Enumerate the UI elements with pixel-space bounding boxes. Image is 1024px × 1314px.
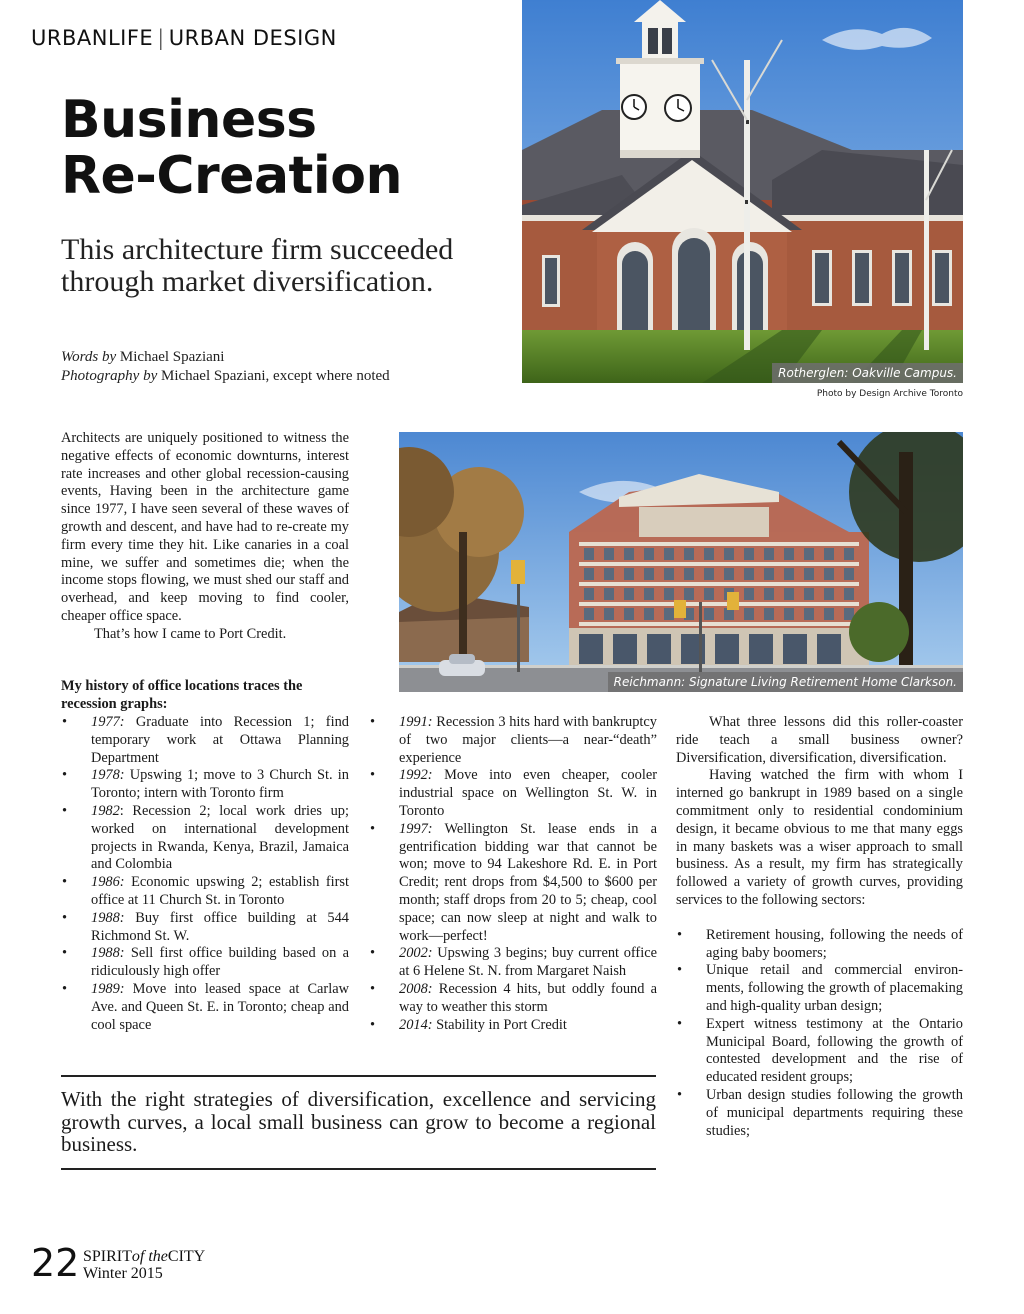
section-tag: [31, 26, 337, 50]
article-title: [61, 92, 501, 204]
pullquote-top-rule: [61, 1075, 656, 1077]
list-item: • Expert witness testimony at the Ontario Municipal Board, following the growth of contested development and the rise of educated resident groups;: [676, 1016, 963, 1087]
section-name: URBANLIFE: [31, 26, 154, 50]
lessons-paragraph-1: What three lessons did this roller-coaster ride teach a small business owner? Diversification, diversification, diversification.: [676, 714, 963, 766]
title-line-2: Re-Creation: [61, 146, 402, 206]
pullquote-bottom-rule: [61, 1168, 656, 1170]
lessons-column: [676, 714, 963, 1140]
article-deck: This architecture firm succeeded through market diversification.: [61, 233, 454, 298]
photo-credit: Photo by Design Archive Toronto: [816, 389, 963, 399]
photo-name: Michael Spaziani, except where noted: [160, 368, 390, 384]
intro-paragraph-1: Architects are uniquely positioned to witness the negative effects of economic downturns, interest rate increases and other global recession-causing events, Having been in the architecture game since 1977, I have seen several of these waves of growth and descent, and have had to re-create my firm every time they hit. Like canaries in a coal mine, we suffer and sometimes die; when the income stops flowing, we must shed our staff and overhead, and keep moving to find cooler, cheaper office space.: [61, 430, 349, 624]
list-item: • 2014: Stability in Port Credit: [369, 1017, 657, 1035]
intro-paragraph-2: That’s how I came to Port Credit.: [94, 625, 287, 642]
page-number: 22: [31, 1241, 80, 1285]
photo-label: Photography by: [61, 368, 158, 384]
list-item: • 1988: Buy first office building at 544 Richmond St. W.: [61, 910, 349, 946]
history-list-part-2: [369, 714, 657, 1034]
title-line-1: Business: [61, 90, 317, 150]
section-separator: |: [157, 26, 165, 50]
list-item: • Urban design studies following the growth of municipal departments requiring these studies;: [676, 1087, 963, 1140]
issue-date: Winter 2015: [83, 1265, 163, 1282]
photo-caption: Rotherglen: Oakville Campus.: [772, 363, 963, 383]
photography-credit: [61, 367, 501, 386]
list-item: • 1991: Recession 3 hits hard with bankruptcy of two major clients—a near-“death” experience: [369, 714, 657, 767]
words-credit: [61, 348, 501, 367]
retirement-home-illustration: [399, 432, 963, 692]
history-heading: My history of office locations traces the recession graphs:: [61, 678, 303, 712]
list-item: • Retirement housing, following the needs of aging baby boomers;: [676, 927, 963, 963]
list-item: • 2008: Recession 4 hits, but oddly found a way to weather this storm: [369, 981, 657, 1017]
list-item: • 1978: Upswing 1; move to 3 Church St. in Toronto; intern with Toronto firm: [61, 767, 349, 803]
lessons-paragraph-2: Having watched the firm with whom I interned go bankrupt in 1989 based on a single commitment only to residential condominium design, it became obvious to me that many eggs in many baskets was a wiser approach to small business. As a result, my firm has strategically followed a variety of growth curves, providing services to the following sectors:: [676, 767, 963, 908]
words-name: Michael Spaziani: [119, 349, 225, 365]
photo-caption: Reichmann: Signature Living Retirement Home Clarkson.: [608, 672, 963, 692]
list-item: • 1992: Move into even cheaper, cooler industrial space on Wellington St. W. in Toronto: [369, 767, 657, 820]
sectors-list: [676, 927, 963, 1141]
words-label: Words by: [61, 349, 117, 365]
list-item: • 1989: Move into leased space at Carlaw Ave. and Queen St. E. in Toronto; cheap and cool space: [61, 981, 349, 1034]
subsection-name: URBAN DESIGN: [168, 26, 337, 50]
list-item: • 2002: Upswing 3 begins; buy current office at 6 Helene St. N. from Margaret Naish: [369, 945, 657, 981]
photo-retirement-home: [399, 432, 963, 692]
list-item: • 1982: Recession 2; local work dries up; worked on international development projects in Rwanda, Kenya, Brazil, Jamaica and Colombia: [61, 803, 349, 874]
byline: [61, 348, 501, 386]
pullquote: With the right strategies of diversification, excellence and servicing growth curves, a local small business can grow to become a regional business.: [61, 1087, 656, 1156]
list-item: • 1988: Sell first office building based on a ridiculously high offer: [61, 945, 349, 981]
clock-tower-illustration: [522, 0, 963, 383]
magazine-title: SPIRITof theCITY: [83, 1248, 206, 1265]
list-item: • 1986: Economic upswing 2; establish first office at 11 Church St. in Toronto: [61, 874, 349, 910]
intro-text: [61, 430, 349, 644]
list-item: • 1977: Graduate into Recession 1; find temporary work at Ottawa Planning Department: [61, 714, 349, 767]
list-item: • Unique retail and commercial environ-ments, following the growth of placemaking and high-quality urban design;: [676, 962, 963, 1015]
photo-oakville-campus: [522, 0, 963, 383]
list-item: • 1997: Wellington St. lease ends in a gentrification bidding war that cannot be won; move to 94 Lakeshore Rd. E. in Port Credit; rent drops from $4,500 to $600 per month; staff drops from 20 to 5; cheap, cool space; can now sleep at night and walk to work—perfect!: [369, 821, 657, 946]
history-list-part-1: [61, 714, 349, 1034]
magazine-name: [83, 1248, 205, 1282]
